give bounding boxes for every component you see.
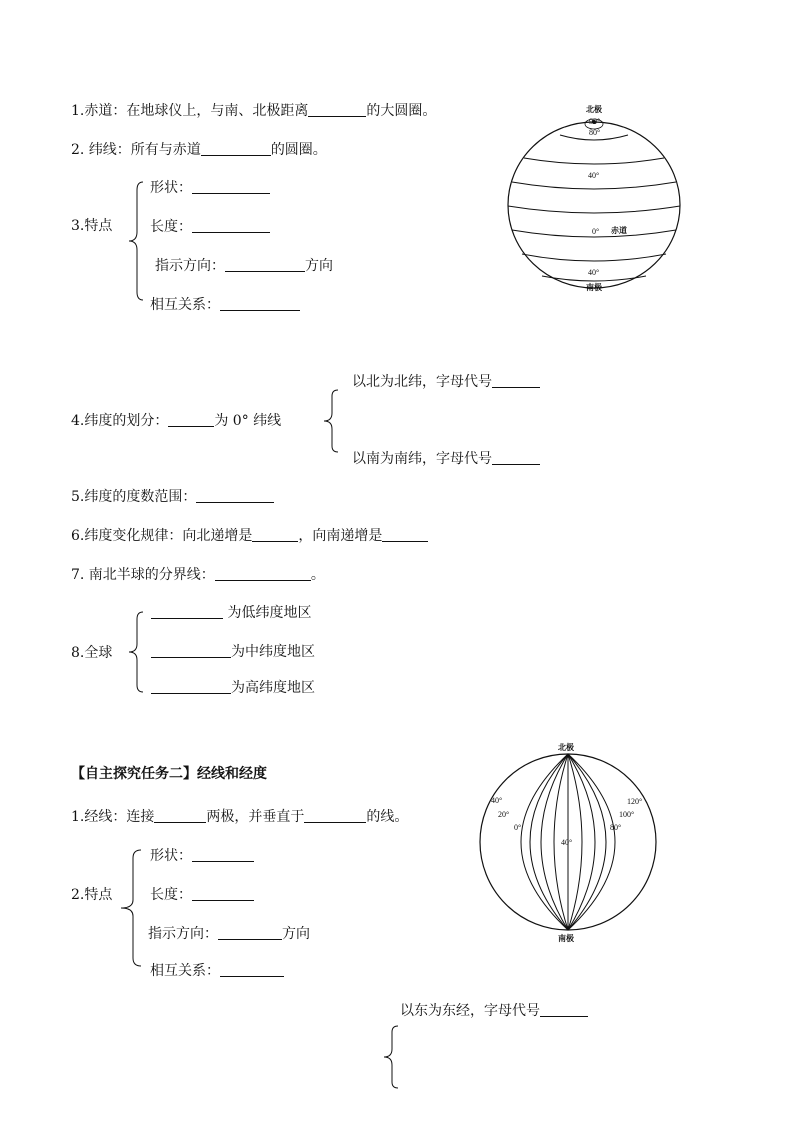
answer-blank[interactable] xyxy=(308,102,366,117)
answer-blank[interactable] xyxy=(304,808,366,823)
east-longitude-row xyxy=(400,1002,588,1020)
south-pole-label: 南极 xyxy=(586,283,602,292)
meridian-40-label: 40° xyxy=(561,838,573,847)
question-text: 6.纬度变化规律：向北递增是 xyxy=(71,528,253,544)
question-text: 1.经线：连接 xyxy=(71,809,155,825)
feature-relation xyxy=(150,962,284,980)
feature-text: 形状： xyxy=(150,848,192,864)
meridian-40w-label: 40° xyxy=(491,796,503,805)
meridian-100e-label: 100° xyxy=(619,810,635,819)
question-1-equator xyxy=(71,102,436,120)
question-text: 4.纬度的划分： xyxy=(71,413,169,429)
answer-blank[interactable] xyxy=(196,488,274,503)
question-text: 2. 纬线：所有与赤道 xyxy=(71,142,201,158)
high-latitude-row xyxy=(151,679,315,697)
section-heading: 【自主探究任务二】经线和经度 xyxy=(71,766,267,782)
answer-blank[interactable] xyxy=(151,604,223,619)
answer-blank[interactable] xyxy=(154,808,206,823)
south-latitude-row xyxy=(352,450,540,468)
question-2-parallel xyxy=(71,141,327,159)
answer-blank[interactable] xyxy=(220,296,300,311)
question-4-division xyxy=(71,412,281,430)
lat-40n-label: 40° xyxy=(588,171,600,180)
answer-blank[interactable] xyxy=(540,1002,588,1017)
row-text: 以北为北纬，字母代号 xyxy=(352,374,492,390)
meridian-20w-label: 20° xyxy=(498,810,510,819)
lat-40s-label: 40° xyxy=(588,268,600,277)
feature-length xyxy=(150,886,254,904)
answer-blank[interactable] xyxy=(192,886,254,901)
question-5-range xyxy=(71,488,274,506)
answer-blank[interactable] xyxy=(382,527,428,542)
question-text: 1.赤道：在地球仪上，与南、北极距离 xyxy=(71,103,309,119)
answer-blank[interactable] xyxy=(220,962,284,977)
north-latitude-row xyxy=(352,373,540,391)
answer-blank[interactable] xyxy=(151,643,231,658)
feature-text: 长度： xyxy=(150,219,192,235)
answer-blank[interactable] xyxy=(252,527,298,542)
row-text: 为中纬度地区 xyxy=(231,644,315,660)
lat-0-label: 0° xyxy=(592,227,600,236)
feature-text: 方向 xyxy=(282,926,310,942)
question-7-boundary xyxy=(71,566,325,584)
feature-shape xyxy=(150,179,270,197)
feature-direction xyxy=(148,925,310,943)
row-text: 以东为东经，字母代号 xyxy=(400,1003,540,1019)
meridian-80e-label: 80° xyxy=(610,823,622,832)
left-brace-q3 xyxy=(127,180,147,302)
longitude-globe-figure xyxy=(478,740,658,945)
answer-blank[interactable] xyxy=(168,412,214,427)
feature-shape xyxy=(150,847,254,865)
question-text: 5.纬度的度数范围： xyxy=(71,489,197,505)
answer-blank[interactable] xyxy=(151,679,231,694)
mid-latitude-row xyxy=(151,643,315,661)
left-brace-q8 xyxy=(127,610,147,694)
answer-blank[interactable] xyxy=(492,373,540,388)
answer-blank[interactable] xyxy=(192,847,254,862)
question-3-label: 3.特点 xyxy=(71,218,113,234)
answer-blank[interactable] xyxy=(218,925,282,940)
question-text: 。 xyxy=(310,567,325,583)
feature-length xyxy=(150,218,270,236)
low-latitude-row xyxy=(151,604,311,622)
left-brace-longitude xyxy=(119,848,143,968)
row-text: 以南为南纬，字母代号 xyxy=(352,451,492,467)
question-6-pattern xyxy=(71,527,428,545)
feature-direction xyxy=(155,257,333,275)
lat-80-label: 80° xyxy=(589,128,601,137)
north-pole-label: 北极 xyxy=(586,105,602,114)
feature-text: 形状： xyxy=(150,180,192,196)
question-text: 为 0° 纬线 xyxy=(214,413,282,429)
question-text: 的圆圈。 xyxy=(270,142,327,158)
feature-relation xyxy=(150,296,300,314)
question-text: 两极，并垂直于 xyxy=(206,809,305,825)
question-text: 的线。 xyxy=(366,809,409,825)
feature-text: 长度： xyxy=(150,887,192,903)
lat-90-label: 90° xyxy=(589,117,601,126)
south-pole-label: 南极 xyxy=(558,934,574,943)
feature-text: 相互关系： xyxy=(150,963,220,979)
equator-label: 赤道 xyxy=(611,226,627,235)
north-pole-label: 北极 xyxy=(558,743,574,752)
feature-text: 相互关系： xyxy=(150,297,220,313)
feature-text: 方向 xyxy=(305,258,333,274)
question-2-label: 2.特点 xyxy=(71,887,113,903)
question-text: ，向南递增是 xyxy=(298,528,383,544)
left-brace-q4 xyxy=(322,388,342,454)
question-text: 7. 南北半球的分界线： xyxy=(71,567,215,583)
question-1-meridian xyxy=(71,808,408,826)
meridian-0-label: 0° xyxy=(514,823,522,832)
answer-blank[interactable] xyxy=(192,179,270,194)
answer-blank[interactable] xyxy=(225,257,305,272)
feature-text: 指示方向： xyxy=(155,258,225,274)
answer-blank[interactable] xyxy=(201,141,271,156)
question-text: 的大圆圈。 xyxy=(366,103,437,119)
answer-blank[interactable] xyxy=(215,566,311,581)
answer-blank[interactable] xyxy=(192,218,270,233)
row-text: 为高纬度地区 xyxy=(231,680,315,696)
feature-text: 指示方向： xyxy=(148,926,218,942)
meridian-120e-label: 120° xyxy=(627,797,643,806)
row-text: 为低纬度地区 xyxy=(227,605,312,621)
left-brace-east-west xyxy=(382,1024,402,1090)
answer-blank[interactable] xyxy=(492,450,540,465)
latitude-globe-figure xyxy=(500,100,690,295)
question-8-label: 8.全球 xyxy=(71,645,113,661)
